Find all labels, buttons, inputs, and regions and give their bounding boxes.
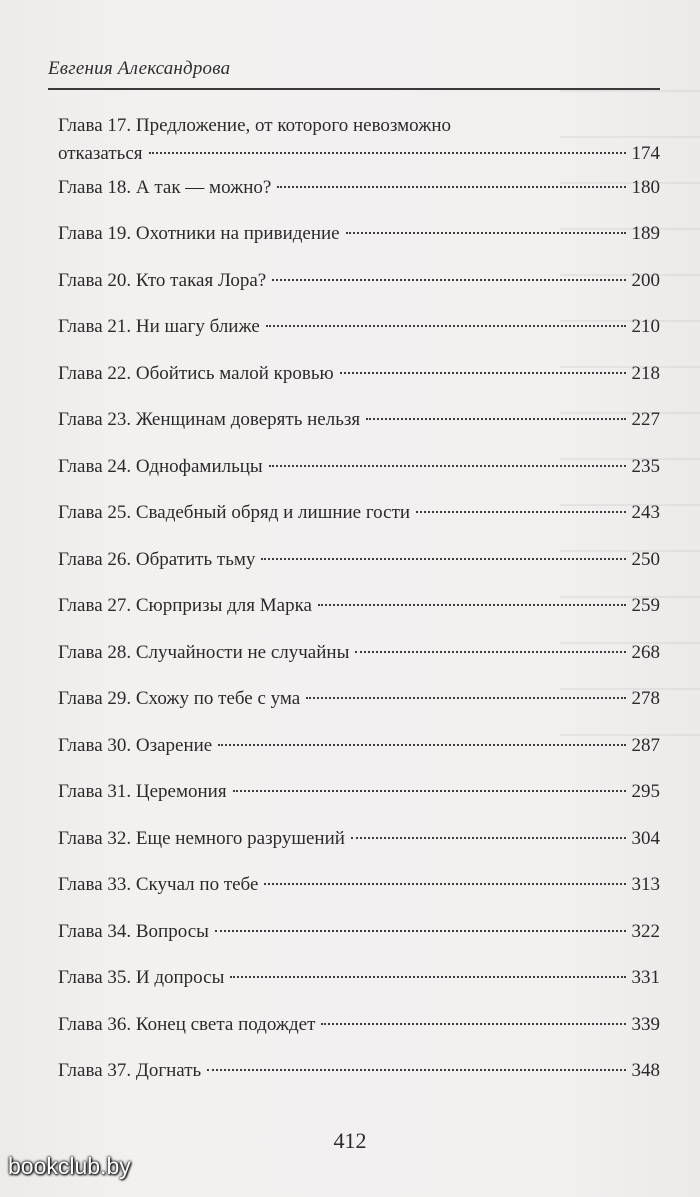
toc-entry-title: Глава 37. Догнать [58,1060,202,1081]
toc-entry-title: Глава 29. Схожу по тебе с ума [58,688,301,709]
toc-leader-dots [346,232,626,234]
toc-leader-dots [215,930,626,932]
toc-entry-row [58,140,660,168]
toc-entry [58,112,660,174]
toc-entry-page: 313 [631,874,660,895]
toc-entry-row [58,267,660,295]
toc-entry-row [58,406,660,434]
toc-leader-dots [218,744,625,746]
toc-entry-row [58,732,660,760]
toc-entry-title: Глава 28. Случайности не случайны [58,641,350,663]
toc-leader-dots [277,186,625,188]
page-number: 412 [333,1128,367,1153]
toc-leader-dots [266,325,626,327]
toc-entry-row [58,871,660,899]
toc-entry [58,592,660,639]
toc-leader-dots [261,558,625,560]
toc-leader-dots [306,697,625,699]
toc-entry-row [58,546,660,574]
toc-entry-page: 304 [631,827,660,849]
toc-entry-title: Глава 34. Вопросы [58,920,209,942]
toc-entry [58,546,660,593]
toc-leader-dots [230,976,625,978]
toc-entry-page: 189 [631,223,660,244]
toc-leader-dots [355,651,625,653]
toc-leader-dots [340,372,626,374]
toc-leader-dots [351,837,626,839]
toc-entry-page: 180 [631,176,660,198]
toc-entry [58,964,660,1011]
toc-entry [58,453,660,500]
toc-leader-dots [264,883,625,885]
toc-leader-dots [233,790,626,792]
toc-entry [58,685,660,732]
header-rule [48,88,660,90]
toc-entry [58,267,660,314]
toc-entry-row [58,360,660,388]
toc-entry-title: Глава 22. Обойтись малой кровью [58,362,334,384]
toc-leader-dots [269,465,626,467]
toc-entry-title: Глава 24. Однофамильцы [58,455,263,477]
toc-entry-page: 287 [631,734,660,756]
toc-entry [58,220,660,267]
toc-entry-page: 200 [631,269,660,291]
toc-leader-dots [366,418,625,420]
toc-entry-page: 227 [631,409,660,430]
toc-entry-title: отказаться [58,143,143,164]
toc-entry-title: Глава 30. Озарение [58,734,213,756]
toc-entry [58,174,660,221]
toc-entry-page: 322 [631,920,660,942]
toc-entry-row [58,313,660,341]
toc-entry [58,918,660,965]
toc-entry [58,406,660,453]
toc-entry-page: 331 [631,967,660,988]
toc-entry-title: Глава 26. Обратить тьму [58,548,256,570]
toc-entry-page: 218 [631,362,660,384]
toc-entry-row [58,1057,660,1085]
toc-entry-title: Глава 19. Охотники на привидение [58,223,340,244]
watermark: bookclub.by [8,1153,131,1179]
toc-entry-title: Глава 21. Ни шагу ближе [58,316,260,337]
toc-entry [58,871,660,918]
toc-entry-title: Глава 23. Женщинам доверять нельзя [58,409,361,430]
toc-entry-title: Глава 25. Свадебный обряд и лишние гости [58,502,411,523]
toc-leader-dots [321,1023,625,1025]
toc-entry-page: 339 [631,1013,660,1035]
toc-leader-dots [149,152,626,154]
toc-leader-dots [272,279,625,281]
toc-entry-title: Глава 31. Церемония [58,781,227,802]
toc-entry-title: Глава 27. Сюрпризы для Марка [58,595,312,616]
toc-leader-dots [416,511,625,513]
toc-entry-page: 348 [631,1060,660,1081]
toc-entry [58,360,660,407]
toc-entry-row [58,1011,660,1039]
toc-entry-row [58,685,660,713]
toc-entry [58,1057,660,1104]
toc-entry-page: 295 [631,781,660,802]
toc-entry [58,313,660,360]
toc-entry-title: Глава 20. Кто такая Лора? [58,269,267,291]
toc-entry-page: 250 [631,548,660,570]
toc-entry-page: 235 [631,455,660,477]
header-author: Евгения Александрова [48,58,231,79]
toc-entry-row [58,778,660,806]
toc-entry-row [58,639,660,667]
toc-entry-row [58,174,660,202]
toc-entry-row [58,825,660,853]
toc-entry-title: Глава 36. Конец света подождет [58,1013,316,1035]
toc-entry-title: Глава 33. Скучал по тебе [58,874,259,895]
toc-entry-row [58,964,660,992]
toc-entry [58,499,660,546]
toc-entry [58,732,660,779]
toc-entry-row [58,499,660,527]
toc-entry-title-line: Глава 17. Предложение, от которого невозможно [58,115,451,136]
toc-entry [58,778,660,825]
toc-entry-row [58,918,660,946]
table-of-contents [58,112,660,1104]
toc-entry [58,1011,660,1058]
toc-entry [58,639,660,686]
toc-entry-page: 210 [631,316,660,337]
toc-entry-page: 268 [631,641,660,663]
running-header [48,58,660,90]
toc-leader-dots [318,604,626,606]
toc-entry-row [58,592,660,620]
toc-entry-row [58,220,660,248]
toc-entry-title: Глава 32. Еще немного разрушений [58,827,345,849]
toc-leader-dots [207,1069,625,1071]
toc-entry-page: 259 [631,595,660,616]
toc-entry [58,825,660,872]
toc-entry-page: 243 [631,502,660,523]
toc-entry-title: Глава 35. И допросы [58,967,225,988]
toc-entry-title: Глава 18. А так — можно? [58,176,272,198]
toc-entry-page: 278 [631,688,660,709]
toc-entry-row [58,453,660,481]
toc-entry-page: 174 [631,143,660,164]
